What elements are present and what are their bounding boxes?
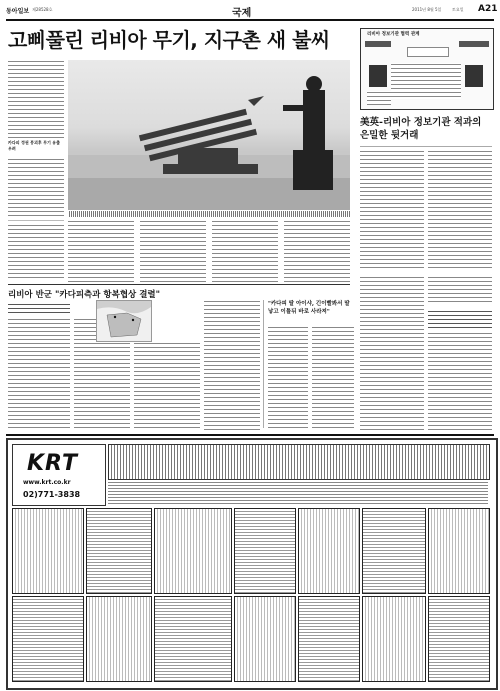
ad-phone: 02)771-3838 <box>23 490 81 499</box>
missile-launcher-graphic <box>68 60 350 210</box>
ad-cell <box>12 596 84 682</box>
main-text-3 <box>212 220 278 282</box>
ad-cell <box>12 508 84 594</box>
main-text-1 <box>68 220 134 282</box>
side-rule <box>360 146 492 147</box>
infobox-node-left <box>365 41 391 47</box>
side-text-2 <box>428 150 492 270</box>
advertisement <box>6 438 498 690</box>
infobox <box>360 28 494 110</box>
side-headline: 美英-리비아 정보기관 적과의 은밀한 뒷거래 <box>360 117 482 141</box>
side-text-3 <box>360 276 424 430</box>
side-text-4 <box>428 276 492 304</box>
ad-cell <box>86 508 152 594</box>
edition-number: 제28528호 <box>32 7 53 12</box>
section-title: 국제 <box>232 8 252 19</box>
page-header <box>6 4 498 19</box>
story3-text-1 <box>268 326 308 430</box>
weekday: 토요일 <box>452 7 464 12</box>
infobox-text <box>391 63 461 99</box>
ad-cell <box>362 596 426 682</box>
side-text-5 <box>428 332 492 430</box>
ad-rule <box>6 434 494 436</box>
ad-cell <box>362 508 426 594</box>
libya-map <box>96 300 152 342</box>
main-headline: 고삐풀린 리비아 무기, 지구촌 새 불씨 <box>8 28 330 52</box>
story2-text-1 <box>8 318 70 430</box>
infobox-title: 리비아 정보기관 협력 관계 <box>367 32 420 37</box>
story3-divider <box>263 300 264 428</box>
story3-headline: "카다피 딸 아이샤, 긴이빨봐서 딸 낳고 이틀뒤 바로 사라져" <box>268 301 350 315</box>
ad-cell <box>154 596 232 682</box>
infobox-node-right <box>459 41 489 47</box>
column-rule <box>8 220 64 221</box>
ad-banner-2 <box>108 480 488 504</box>
main-text-4 <box>284 220 350 282</box>
news-photo <box>68 60 350 210</box>
ad-logo-block <box>12 444 106 506</box>
photo-caption <box>68 211 350 217</box>
lead-text <box>8 60 64 138</box>
ad-cell <box>298 508 360 594</box>
side-subhead <box>428 310 492 328</box>
lead-subhead: 카다피 정권 붕괴후 무기 유출 우려 <box>8 140 60 151</box>
ad-banner <box>108 444 490 480</box>
lead-text-3 <box>8 224 64 278</box>
infobox-node-center <box>407 47 449 57</box>
ad-cell <box>234 508 296 594</box>
header-rule <box>6 19 494 21</box>
map-graphic <box>97 301 151 341</box>
story2-text-4 <box>204 300 260 430</box>
masthead: 동아일보 <box>6 8 30 15</box>
lead-text-2 <box>8 158 64 218</box>
portrait-1 <box>369 65 387 87</box>
ad-cell <box>154 508 232 594</box>
ad-brand: KRT <box>27 451 79 476</box>
side-text-1 <box>360 150 424 270</box>
portrait-2 <box>465 65 483 87</box>
ad-cell <box>428 508 490 594</box>
ad-url: www.krt.co.kr <box>23 479 71 486</box>
page-number: A21 <box>478 4 498 14</box>
ad-cell <box>428 596 490 682</box>
ad-cell <box>298 596 360 682</box>
story2-sub <box>8 303 70 313</box>
story2-text-3 <box>134 342 200 430</box>
section-divider <box>8 284 350 285</box>
date: 2011년 8월 5일 <box>412 7 442 12</box>
story2-headline: 리비아 반군 "카다피측과 항복협상 결렬" <box>8 290 161 300</box>
main-text-2 <box>140 220 206 282</box>
ad-cell <box>234 596 296 682</box>
ad-cell <box>86 596 152 682</box>
infobox-footer <box>367 91 391 105</box>
story3-text-2 <box>312 326 354 430</box>
